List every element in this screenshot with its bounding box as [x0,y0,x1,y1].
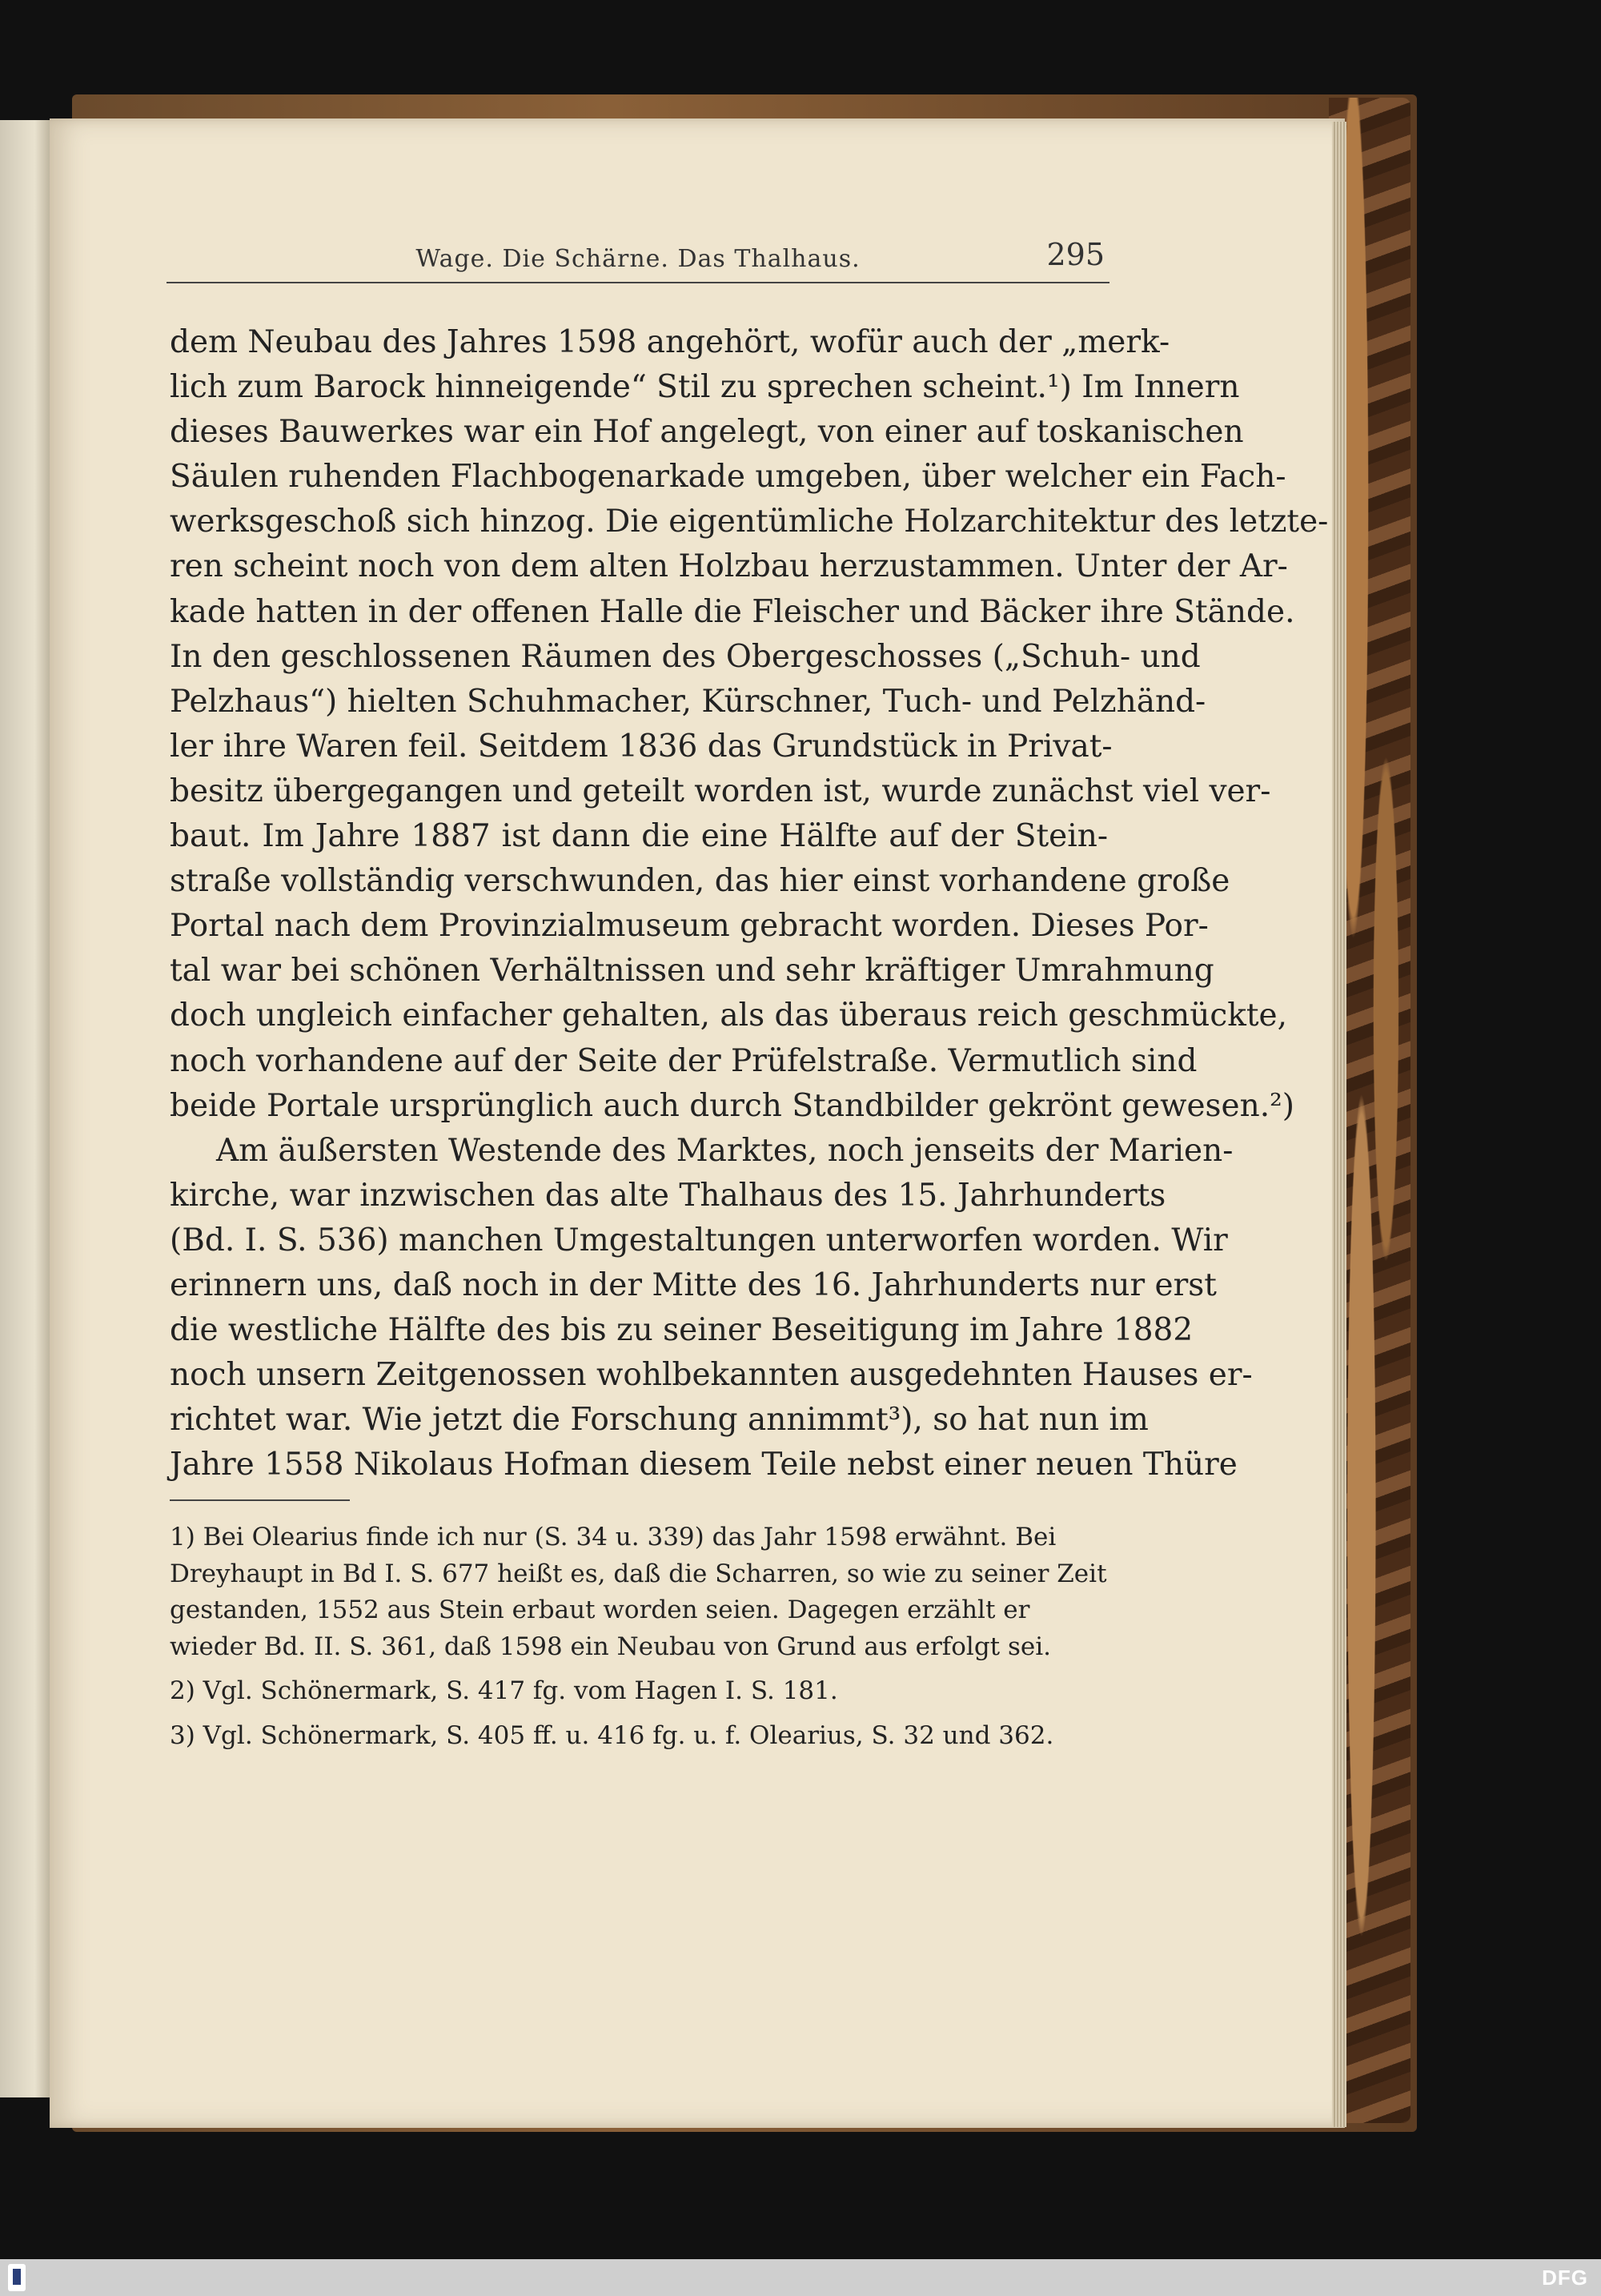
text-line: tal war bei schönen Verhältnissen und sehr kräftiger Umrahmung [170,953,1214,989]
text-line: werksgeschoß sich hinzog. Die eigentümliche Holzarchitektur des letzte- [170,504,1329,540]
left-page-edge [0,120,50,2097]
footnote: 3) Vgl. Schönermark, S. 405 ff. u. 416 fg. u. f. Olearius, S. 32 und 362. [170,1720,1054,1750]
text-line: Pelzhaus“) hielten Schuhmacher, Kürschner, Tuch- und Pelzhänd- [170,683,1206,720]
text-line: lich zum Barock hinneigende“ Stil zu sprechen scheint.¹) Im Innern [170,369,1240,406]
text-line: beide Portale ursprünglich auch durch Standbilder gekrönt gewesen.²) [170,1087,1294,1124]
text-line: erinnern uns, daß noch in der Mitte des 16. Jahrhunderts nur erst [170,1266,1217,1303]
library-logo-icon [8,2264,26,2291]
body-text [170,320,1329,1487]
text-line: Säulen ruhenden Flachbogenarkade umgeben, über welcher ein Fach- [170,459,1286,496]
text-line: Am äußersten Westende des Marktes, noch jenseits der Marien- [216,1132,1234,1169]
page-header [167,237,1109,283]
viewer-bottom-bar [0,2259,1601,2296]
text-line: baut. Im Jahre 1887 ist dann die eine Hälfte auf der Stein- [170,818,1108,855]
footnote: 2) Vgl. Schönermark, S. 417 fg. vom Hagen I. S. 181. [170,1676,838,1705]
footnotes [170,1519,1108,1762]
text-line: dieses Bauwerkes war ein Hof angelegt, von einer auf toskanischen [170,414,1244,451]
text-line: (Bd. I. S. 536) manchen Umgestaltungen unterworfen worden. Wir [170,1222,1228,1258]
text-line: In den geschlossenen Räumen des Obergeschosses („Schuh- und [170,638,1201,675]
text-line: ren scheint noch von dem alten Holzbau herzustammen. Unter der Ar- [170,548,1288,585]
text-line: dem Neubau des Jahres 1598 angehört, wofür auch der „merk- [170,324,1170,360]
page-stack-edge [1332,122,1346,2127]
text-line: kade hatten in der offenen Halle die Fleischer und Bäcker ihre Stände. [170,593,1295,630]
text-line: Portal nach dem Provinzialmuseum gebracht worden. Dieses Por- [170,908,1209,945]
text-line: Jahre 1558 Nikolaus Hofman diesem Teile nebst einer neuen Thüre [170,1447,1238,1483]
footnote-divider [170,1499,350,1501]
text-line: die westliche Hälfte des bis zu seiner Beseitigung im Jahre 1882 [170,1312,1194,1349]
running-head: Wage. Die Schärne. Das Thalhaus. [415,245,861,273]
text-line: kirche, war inzwischen das alte Thalhaus des 15. Jahrhunderts [170,1177,1166,1214]
text-line: doch ungleich einfacher gehalten, als das überaus reich geschmückte, [170,997,1288,1034]
footnote: 1) Bei Olearius finde ich nur (S. 34 u. 339) das Jahr 1598 erwähnt. Bei Dreyhaupt in Bd I. S. 677 heißt es, daß die Scharren, so wie zu seiner Zeit gestanden, 1552 aus Stein erbaut worden seien. Dagegen erzählt er wieder Bd. II. S. 361, daß 1598 ein Neubau von Grund aus erfolgt sei. [170,1523,1107,1661]
text-line: straße vollständig verschwunden, das hier einst vorhandene große [170,863,1230,900]
page-number: 295 [1046,237,1105,272]
text-line: noch unsern Zeitgenossen wohlbekannten ausgedehnten Hauses er- [170,1357,1253,1394]
text-line: ler ihre Waren feil. Seitdem 1836 das Grundstück in Privat- [170,728,1113,765]
text-line: noch vorhandene auf der Seite der Prüfelstraße. Vermutlich sind [170,1042,1198,1079]
text-line: richtet war. Wie jetzt die Forschung annimmt³), so hat nun im [170,1402,1149,1439]
dfg-logo: DFG [1542,2266,1588,2290]
text-line: besitz übergegangen und geteilt worden ist, wurde zunächst viel ver- [170,773,1271,809]
